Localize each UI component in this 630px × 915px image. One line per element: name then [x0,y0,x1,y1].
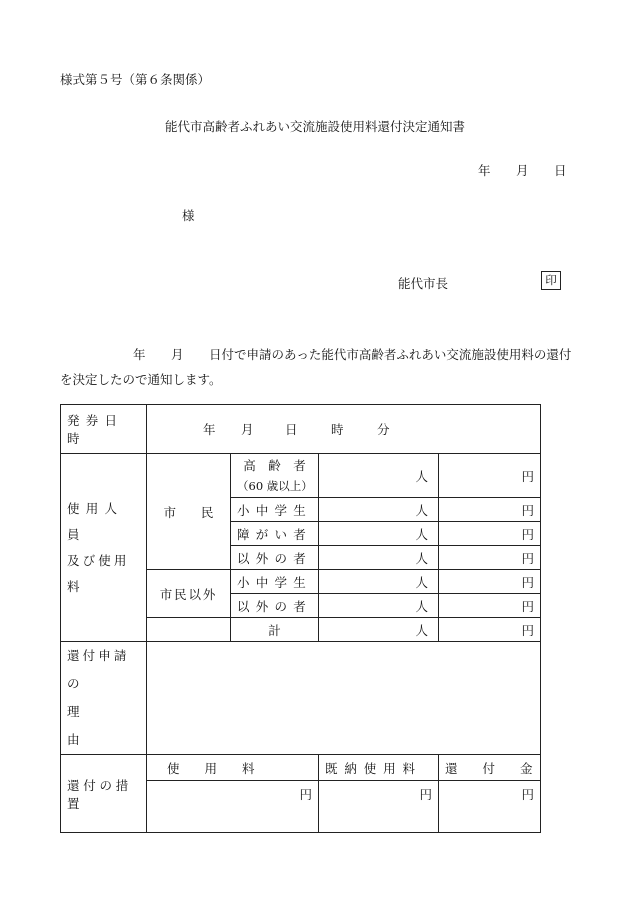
unit-yen: 円 [521,598,535,614]
body-text: 日付で申請のあった能代市高齢者ふれあい交流施設使用料の還付を決定したので通知します。 [60,347,572,387]
category-student-noncitizen: 小中学生 [231,570,319,594]
citizen-label: 市 民 [147,454,231,570]
unit-yen: 円 [521,787,535,802]
category-other-noncitizen: 以外の者 [231,594,319,618]
form-number: 様式第５号（第６条関係） [60,72,211,87]
unit-yen: 円 [521,622,535,638]
notice-body [60,342,580,392]
issue-minute: 分 [377,422,390,437]
total-count [319,618,439,642]
issue-year: 年 [203,422,216,437]
issue-hour: 時 [331,422,344,437]
reason-row [61,642,541,755]
category-elderly-label: 高 齢 者 [243,457,306,473]
total-blank [147,618,231,642]
users-fees-label [61,454,147,642]
unit-person: 人 [415,526,428,542]
elderly-count [319,454,439,498]
issue-row [61,405,541,454]
measure-label: 還付の措置 [61,755,147,833]
category-other: 以外の者 [231,546,319,570]
measure-header-row [61,755,541,781]
unit-person: 人 [415,468,428,484]
non-citizen-label: 市民以外 [147,570,231,618]
unit-yen: 円 [521,574,535,590]
unit-person: 人 [415,574,428,590]
unit-person: 人 [415,622,428,638]
sender-name: 能代市長 [398,276,449,291]
body-month-label: 月 [171,347,184,362]
total-fee [439,618,541,642]
unit-person: 人 [415,502,428,518]
unit-yen: 円 [521,526,535,542]
reason-label-line2: 理 由 [67,704,143,747]
reason-label-line1: 還付申請の [67,648,130,691]
category-elderly-note: （60 歳以上） [237,478,313,493]
date-month-label: 月 [516,163,529,178]
measure-header-refund: 還 付 金 [439,755,541,781]
noncitizen-other-fee [439,594,541,618]
category-elderly [231,454,319,498]
disabled-count [319,522,439,546]
citizen-student-count [319,498,439,522]
noncitizen-student-count [319,570,439,594]
unit-person: 人 [415,598,428,614]
measure-header-paid: 既納使用料 [319,755,439,781]
unit-yen: 円 [521,502,535,518]
reason-field[interactable] [147,642,541,755]
category-disabled: 障がい者 [231,522,319,546]
citizen-other-count [319,546,439,570]
users-row-elderly [61,454,541,498]
addressee-suffix: 様 [182,208,195,223]
measure-paid-value [319,781,439,833]
measure-refund-value [439,781,541,833]
unit-yen: 円 [299,787,312,802]
reason-label [61,642,147,755]
issue-datetime-cell [147,405,541,454]
measure-header-fee: 使 用 料 [147,755,319,781]
document-title: 能代市高齢者ふれあい交流施設使用料還付決定通知書 [164,119,465,134]
measure-fee-value [147,781,319,833]
users-label-line1: 使用人員 [67,500,124,542]
disabled-fee [439,522,541,546]
citizen-student-fee [439,498,541,522]
unit-person: 人 [415,550,428,566]
issue-month: 月 [241,422,254,437]
unit-yen: 円 [521,550,535,566]
refund-table [60,404,541,833]
category-total: 計 [231,618,319,642]
date-year-label: 年 [478,163,491,178]
issue-day: 日 [285,422,298,437]
date-line [478,161,567,179]
seal-mark: 印 [541,271,561,290]
unit-yen: 円 [419,787,432,802]
users-label-line2: 及び使用料 [67,552,130,594]
noncitizen-student-fee [439,570,541,594]
unit-yen: 円 [521,468,535,484]
noncitizen-other-count [319,594,439,618]
body-year-label: 年 [133,347,146,362]
citizen-other-fee [439,546,541,570]
date-day-label: 日 [554,163,567,178]
issue-datetime-label: 発券日時 [61,405,147,454]
category-student: 小中学生 [231,498,319,522]
elderly-fee [439,454,541,498]
